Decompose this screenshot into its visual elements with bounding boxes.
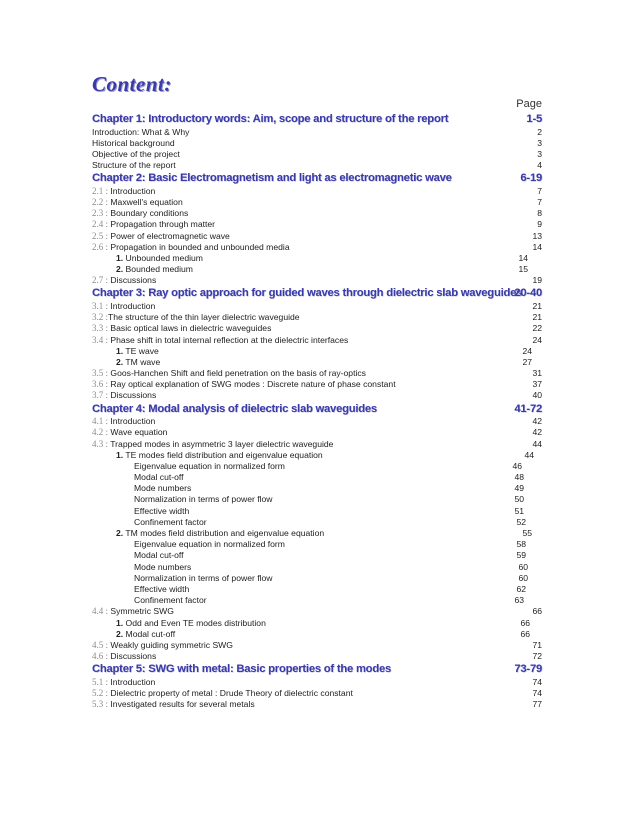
toc-entry <box>92 368 544 379</box>
entry-label: Objective of the project <box>92 148 180 159</box>
page-number: 55 <box>522 528 532 538</box>
entry-label: Discussions <box>108 390 157 401</box>
entry-label: Goos-Hanchen Shift and field penetration on the basis of ray-optics <box>108 368 366 379</box>
entry-number: 4.4 : <box>92 606 109 617</box>
toc-entry <box>92 253 544 264</box>
page-number: 60 <box>518 572 528 583</box>
entry-title <box>116 450 323 460</box>
entry-label: Eigenvalue equation in normalized form <box>134 460 285 471</box>
page-number: 9 <box>537 219 542 230</box>
toc-entry <box>92 197 544 208</box>
page-number: 14 <box>532 241 542 252</box>
toc-entry <box>92 584 544 595</box>
toc-entry <box>92 312 544 323</box>
entry-title <box>92 651 156 661</box>
entry-number: 5.1 : <box>92 676 109 687</box>
entry-label: Maxwell's equation <box>108 196 183 207</box>
entry-number: 3.3 : <box>92 323 109 334</box>
page-number: 42 <box>532 427 542 438</box>
entry-label: Introduction <box>108 676 156 687</box>
entry-label: Propagation through matter <box>108 219 216 230</box>
page-number: 3 <box>537 148 542 159</box>
entry-label: Chapter 5: SWG with metal: Basic properties of the modes <box>92 663 391 676</box>
page-number: 60 <box>518 561 528 572</box>
entry-title <box>92 231 230 241</box>
entry-title <box>92 606 174 616</box>
entry-label: Unbounded medium <box>123 252 203 263</box>
chapter-heading <box>92 112 544 127</box>
entry-label: Dielectric property of metal : Drude Theory of dielectric constant <box>108 687 353 698</box>
entry-number: 4.2 : <box>92 427 109 438</box>
entry-title <box>92 390 156 400</box>
toc-entry <box>92 677 544 688</box>
toc-entry <box>92 606 544 617</box>
entry-label: Wave equation <box>108 427 168 438</box>
entry-number: 1. <box>116 449 124 460</box>
page-number: 21 <box>532 312 542 323</box>
page-number: 62 <box>516 583 526 594</box>
entry-title <box>92 301 155 311</box>
entry-title <box>92 312 300 322</box>
page-number: 46 <box>512 460 522 471</box>
entry-title <box>92 242 290 252</box>
entry-number: 2.5 : <box>92 230 109 241</box>
entry-label: TE modes field distribution and eigenvalue equation <box>123 449 323 460</box>
entry-number: 2. <box>116 628 124 639</box>
entry-label: Symmetric SWG <box>108 606 174 617</box>
entry-number: 3.7 : <box>92 390 109 401</box>
page-number: 51 <box>514 505 524 516</box>
chapter-heading <box>92 286 544 301</box>
page-number: 49 <box>514 483 524 494</box>
entry-label: Modal cut-off <box>134 550 184 561</box>
entry-label: Modal cut-off <box>134 472 184 483</box>
entry-title <box>134 550 184 560</box>
entry-label: Eigenvalue equation in normalized form <box>134 539 285 550</box>
entry-title <box>92 699 255 709</box>
entry-number: 1. <box>116 617 124 628</box>
entry-label: Propagation in bounded and unbounded media <box>108 241 290 252</box>
toc-entry <box>92 618 544 629</box>
toc-entry <box>92 450 544 461</box>
toc-entry <box>92 416 544 427</box>
entry-label: Trapped modes in asymmetric 3 layer dielectric waveguide <box>108 438 334 449</box>
toc-title: Content: <box>92 72 172 96</box>
page-number: 42 <box>532 416 542 427</box>
toc-entry <box>92 494 544 505</box>
entry-label: TE wave <box>123 345 159 356</box>
toc-entry <box>92 379 544 390</box>
entry-label: Effective width <box>134 505 190 516</box>
page-number: 24 <box>522 345 532 356</box>
page-number: 72 <box>532 651 542 662</box>
toc-entry <box>92 550 544 561</box>
toc-entry <box>92 301 544 312</box>
page-number: 73-79 <box>514 663 542 676</box>
entry-number: 2.2 : <box>92 196 109 207</box>
entry-label: Chapter 2: Basic Electromagnetism and light as electromagnetic wave <box>92 172 452 185</box>
entry-title <box>134 562 191 572</box>
page-number: 22 <box>532 323 542 334</box>
entry-label: TM modes field distribution and eigenvalue equation <box>123 528 325 538</box>
entry-number: 3.4 : <box>92 334 109 345</box>
entry-number: 4.3 : <box>92 438 109 449</box>
toc-entry <box>92 390 544 401</box>
entry-title <box>92 113 448 125</box>
entry-title <box>92 186 155 196</box>
entry-title <box>92 275 156 285</box>
entry-label: The structure of the thin layer dielectric waveguide <box>108 312 300 323</box>
page-number: 7 <box>537 196 542 207</box>
entry-label: Weakly guiding symmetric SWG <box>108 639 233 650</box>
entry-title <box>134 539 285 549</box>
toc-entry <box>92 160 544 171</box>
toc-entry <box>92 461 544 472</box>
page-number: 74 <box>532 687 542 698</box>
page-number: 19 <box>532 275 542 286</box>
page-number: 8 <box>537 208 542 219</box>
toc-entry <box>92 231 544 242</box>
page-number: 24 <box>532 334 542 345</box>
entry-label: Structure of the report <box>92 160 176 171</box>
entry-title <box>134 483 191 493</box>
page-number: 3 <box>537 137 542 148</box>
entry-title <box>116 629 175 639</box>
chapter-heading <box>92 402 544 417</box>
toc-entry <box>92 472 544 483</box>
entry-title <box>134 573 273 583</box>
page-number: 6-19 <box>520 172 542 185</box>
entry-label: Historical background <box>92 137 175 148</box>
entry-label: Chapter 4: Modal analysis of dielectric slab waveguides <box>92 402 377 415</box>
page-number: 14 <box>518 252 528 263</box>
entry-title <box>92 149 180 159</box>
entry-title <box>116 357 160 367</box>
toc-entry <box>92 517 544 528</box>
page-number: 48 <box>514 472 524 483</box>
entry-label: Chapter 1: Introductory words: Aim, scope and structure of the report <box>92 113 449 125</box>
entry-label: Normalization in terms of power flow <box>134 494 273 505</box>
chapter-heading <box>92 662 544 677</box>
toc-entry <box>92 528 544 539</box>
entry-label: Chapter 3: Ray optic approach for guided waves through dielectric slab waveguides <box>92 287 523 300</box>
entry-title <box>116 264 193 274</box>
entry-title <box>134 472 184 482</box>
toc-entry <box>92 127 544 138</box>
entry-title <box>92 323 271 333</box>
entry-number: 2.3 : <box>92 208 109 219</box>
page-number: 58 <box>516 539 526 550</box>
page-number: 74 <box>532 676 542 687</box>
page-number: 4 <box>537 160 542 171</box>
entry-title <box>116 528 324 538</box>
entry-number: 4.5 : <box>92 639 109 650</box>
toc-entry <box>92 208 544 219</box>
page-number: 37 <box>532 379 542 390</box>
page-number: 15 <box>518 264 528 275</box>
entry-title <box>92 219 215 229</box>
entry-title <box>92 379 396 389</box>
page-number: 1-5 <box>526 113 542 125</box>
page-number: 7 <box>537 185 542 196</box>
page-number: 63 <box>514 595 524 606</box>
toc-entry <box>92 562 544 573</box>
entry-title <box>92 208 188 218</box>
entry-label: Basic optical laws in dielectric waveguides <box>108 323 272 334</box>
chapter-heading <box>92 171 544 186</box>
page-number: 41-72 <box>514 402 542 415</box>
entry-title <box>92 197 183 207</box>
toc-entry <box>92 573 544 584</box>
toc-entry <box>92 335 544 346</box>
toc-entry <box>92 439 544 450</box>
toc-entry <box>92 640 544 651</box>
entry-label: Bounded medium <box>123 264 193 275</box>
toc-entry <box>92 506 544 517</box>
entry-title <box>92 368 366 378</box>
entry-label: Discussions <box>108 651 157 662</box>
entry-label: Modal cut-off <box>123 628 176 639</box>
entry-title <box>134 584 189 594</box>
entry-number: 2. <box>116 528 124 538</box>
entry-number: 2. <box>116 264 124 275</box>
entry-title <box>92 677 155 687</box>
entry-label: Odd and Even TE modes distribution <box>123 617 266 628</box>
toc-entry <box>92 427 544 438</box>
entry-number: 2.7 : <box>92 275 109 286</box>
entry-title <box>92 688 353 698</box>
page-number: 44 <box>524 449 534 460</box>
entry-number: 5.3 : <box>92 699 109 710</box>
toc-entry <box>92 699 544 710</box>
entry-label: Introduction: What & Why <box>92 126 190 137</box>
entry-title <box>92 403 377 415</box>
entry-label: Phase shift in total internal reflection at the dielectric interfaces <box>108 334 349 345</box>
page-number: 50 <box>514 494 524 505</box>
toc-entry <box>92 539 544 550</box>
entry-title <box>92 160 176 170</box>
table-of-contents <box>92 112 544 710</box>
entry-title <box>92 663 391 675</box>
entry-title <box>92 640 233 650</box>
entry-title <box>134 595 207 605</box>
entry-title <box>92 416 155 426</box>
page-number: 71 <box>532 639 542 650</box>
toc-entry <box>92 242 544 253</box>
page-number: 40 <box>532 390 542 401</box>
entry-title <box>116 618 266 628</box>
page-number: 59 <box>516 550 526 561</box>
page-column-label: Page <box>516 98 542 110</box>
entry-number: 1. <box>116 345 124 356</box>
toc-entry <box>92 264 544 275</box>
entry-number: 4.6 : <box>92 651 109 662</box>
toc-entry <box>92 483 544 494</box>
entry-title <box>92 335 348 345</box>
toc-entry <box>92 149 544 160</box>
entry-label: Power of electromagnetic wave <box>108 230 230 241</box>
page-number: 31 <box>532 368 542 379</box>
entry-label: TM wave <box>123 356 161 367</box>
toc-entry <box>92 357 544 368</box>
page-number: 20-40 <box>514 287 542 300</box>
toc-entry <box>92 219 544 230</box>
toc-entry <box>92 323 544 334</box>
entry-label: Effective width <box>134 583 190 594</box>
page-number: 66 <box>520 617 530 628</box>
entry-label: Mode numbers <box>134 561 192 572</box>
page-number: 21 <box>532 300 542 311</box>
page-number: 77 <box>532 699 542 710</box>
toc-entry <box>92 688 544 699</box>
entry-title <box>92 127 189 137</box>
entry-label: Investigated results for several metals <box>108 699 255 710</box>
page-number: 13 <box>532 230 542 241</box>
entry-label: Confinement factor <box>134 595 207 606</box>
entry-title <box>92 439 333 449</box>
entry-number: 3.1 : <box>92 300 109 311</box>
entry-label: Introduction <box>108 416 156 427</box>
entry-label: Mode numbers <box>134 483 192 494</box>
toc-entry <box>92 186 544 197</box>
toc-entry <box>92 275 544 286</box>
toc-entry <box>92 346 544 357</box>
entry-title <box>134 494 273 504</box>
page-number: 2 <box>537 126 542 137</box>
entry-title <box>134 461 285 471</box>
toc-entry <box>92 595 544 606</box>
entry-number: 2.6 : <box>92 241 109 252</box>
entry-label: Confinement factor <box>134 516 207 527</box>
entry-title <box>116 346 159 356</box>
entry-number: 3.5 : <box>92 368 109 379</box>
entry-number: 2. <box>116 356 124 367</box>
entry-label: Discussions <box>108 275 157 286</box>
page-number: 44 <box>532 438 542 449</box>
entry-title <box>116 253 203 263</box>
entry-label: Normalization in terms of power flow <box>134 572 273 583</box>
page-number: 66 <box>532 606 542 617</box>
entry-number: 5.2 : <box>92 687 109 698</box>
entry-number: 1. <box>116 252 124 263</box>
entry-number: 3.6 : <box>92 379 109 390</box>
entry-label: Boundary conditions <box>108 208 189 219</box>
entry-number: 4.1 : <box>92 416 109 427</box>
entry-title <box>134 506 189 516</box>
page-number: 52 <box>516 516 526 527</box>
page-number: 27 <box>522 356 532 367</box>
entry-label: Introduction <box>108 185 156 196</box>
entry-title <box>92 287 522 299</box>
entry-label: Ray optical explanation of SWG modes : Discrete nature of phase constant <box>108 379 396 390</box>
entry-title <box>92 138 175 148</box>
entry-number: 3.2 : <box>92 312 109 323</box>
page-number: 66 <box>520 628 530 639</box>
toc-entry <box>92 651 544 662</box>
entry-number: 2.4 : <box>92 219 109 230</box>
entry-label: Introduction <box>108 300 156 311</box>
toc-entry <box>92 629 544 640</box>
toc-entry <box>92 138 544 149</box>
entry-title <box>134 517 207 527</box>
entry-title <box>92 427 167 437</box>
entry-title <box>92 172 452 184</box>
entry-number: 2.1 : <box>92 185 109 196</box>
